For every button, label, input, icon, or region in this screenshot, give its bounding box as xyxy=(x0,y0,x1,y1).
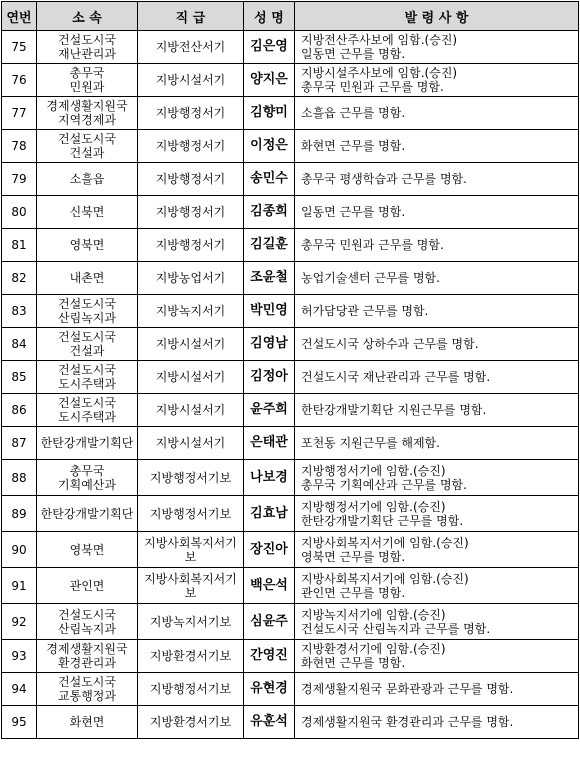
cell-name: 이정은 xyxy=(244,130,295,163)
cell-no: 76 xyxy=(2,64,37,97)
cell-rank: 지방녹지서기보 xyxy=(138,604,244,640)
cell-dept xyxy=(37,568,138,604)
order-line: 건설도시국 산림녹지과 근무를 명함. xyxy=(301,621,491,636)
table-row xyxy=(2,229,579,262)
cell-rank: 지방시설서기 xyxy=(138,361,244,394)
cell-order xyxy=(295,31,579,64)
order-line: 영북면 근무를 명함. xyxy=(301,549,406,564)
order-line: 지방행정서기에 임함.(승진) xyxy=(301,463,446,478)
cell-order xyxy=(295,328,579,361)
cell-order xyxy=(295,97,579,130)
table-row xyxy=(2,394,579,427)
dept-line: 소흘읍 xyxy=(69,172,105,186)
cell-rank: 지방시설서기 xyxy=(138,64,244,97)
cell-rank: 지방시설서기 xyxy=(138,427,244,460)
order-line: 총무국 평생학습과 근무를 명함. xyxy=(301,172,467,186)
cell-no: 89 xyxy=(2,496,37,532)
cell-dept xyxy=(37,262,138,295)
order-line: 일동면 근무를 명함. xyxy=(301,47,406,61)
cell-order xyxy=(295,130,579,163)
table-row xyxy=(2,706,579,739)
order-line: 지방시설주사보에 임함.(승진) xyxy=(301,66,458,80)
dept-line: 도시주택과 xyxy=(58,377,116,391)
order-line: 지방사회복지서기에 임함.(승진) xyxy=(301,535,469,550)
cell-name: 유현경 xyxy=(244,673,295,706)
header-rank: 직 급 xyxy=(138,2,244,31)
cell-order xyxy=(295,532,579,568)
order-line: 총무국 기획예산과 근무를 명함. xyxy=(301,477,467,492)
order-line: 총무국 민원과 근무를 명함. xyxy=(301,80,444,94)
cell-dept xyxy=(37,673,138,706)
table-row xyxy=(2,31,579,64)
cell-order xyxy=(295,394,579,427)
table-header-row xyxy=(2,2,579,31)
table-row xyxy=(2,64,579,97)
cell-rank: 지방행정서기 xyxy=(138,229,244,262)
cell-name: 김은영 xyxy=(244,31,295,64)
cell-name: 송민수 xyxy=(244,163,295,196)
cell-no: 88 xyxy=(2,460,37,496)
cell-dept xyxy=(37,496,138,532)
cell-no: 85 xyxy=(2,361,37,394)
cell-name: 김길훈 xyxy=(244,229,295,262)
dept-line: 건설도시국 xyxy=(58,132,116,146)
cell-order xyxy=(295,706,579,739)
cell-name: 김영남 xyxy=(244,328,295,361)
cell-rank: 지방농업서기 xyxy=(138,262,244,295)
dept-line: 내촌면 xyxy=(69,271,105,285)
cell-name: 조윤철 xyxy=(244,262,295,295)
dept-line: 건설도시국 xyxy=(58,330,116,344)
table-row xyxy=(2,97,579,130)
order-line: 경제생활지원국 환경관리과 근무를 명함. xyxy=(301,715,514,729)
cell-dept xyxy=(37,163,138,196)
table-row xyxy=(2,496,579,532)
cell-order xyxy=(295,568,579,604)
cell-dept xyxy=(37,640,138,673)
cell-no: 92 xyxy=(2,604,37,640)
cell-rank: 지방환경서기보 xyxy=(138,640,244,673)
cell-no: 79 xyxy=(2,163,37,196)
cell-order xyxy=(295,427,579,460)
dept-line: 경제생활지원국 xyxy=(46,642,128,656)
cell-no: 91 xyxy=(2,568,37,604)
cell-name: 박민영 xyxy=(244,295,295,328)
cell-no: 75 xyxy=(2,31,37,64)
header-no: 연번 xyxy=(2,2,37,31)
cell-rank: 지방전산서기 xyxy=(138,31,244,64)
order-line: 총무국 민원과 근무를 명함. xyxy=(301,238,444,252)
cell-dept xyxy=(37,196,138,229)
cell-dept xyxy=(37,604,138,640)
cell-order xyxy=(295,361,579,394)
dept-line: 건설도시국 xyxy=(58,33,116,47)
header-name: 성 명 xyxy=(244,2,295,31)
dept-line: 건설도시국 xyxy=(58,675,116,689)
dept-line: 산림녹지과 xyxy=(58,311,116,325)
cell-no: 90 xyxy=(2,532,37,568)
table-row xyxy=(2,262,579,295)
table-row xyxy=(2,568,579,604)
dept-line: 한탄강개발기획단 xyxy=(40,436,134,450)
table-row xyxy=(2,163,579,196)
header-dept: 소 속 xyxy=(37,2,138,31)
cell-no: 93 xyxy=(2,640,37,673)
cell-order xyxy=(295,64,579,97)
cell-name: 유훈석 xyxy=(244,706,295,739)
cell-name: 김효남 xyxy=(244,496,295,532)
cell-order xyxy=(295,196,579,229)
cell-dept xyxy=(37,31,138,64)
dept-line: 건설도시국 xyxy=(58,363,116,377)
cell-dept xyxy=(37,460,138,496)
dept-line: 화현면 xyxy=(69,715,105,729)
cell-name: 장진아 xyxy=(244,532,295,568)
dept-line: 총무국 xyxy=(69,66,105,80)
dept-line: 환경관리과 xyxy=(58,656,116,670)
dept-line: 기획예산과 xyxy=(58,477,116,492)
cell-no: 80 xyxy=(2,196,37,229)
dept-line: 관인면 xyxy=(69,578,105,593)
cell-order xyxy=(295,460,579,496)
cell-name: 윤주희 xyxy=(244,394,295,427)
cell-dept xyxy=(37,532,138,568)
cell-name: 백은석 xyxy=(244,568,295,604)
cell-dept xyxy=(37,229,138,262)
cell-no: 84 xyxy=(2,328,37,361)
cell-rank: 지방행정서기보 xyxy=(138,460,244,496)
cell-name: 김정아 xyxy=(244,361,295,394)
table-row xyxy=(2,532,579,568)
cell-name: 김종희 xyxy=(244,196,295,229)
order-line: 건설도시국 상하수과 근무를 명함. xyxy=(301,337,479,351)
cell-order xyxy=(295,229,579,262)
cell-no: 87 xyxy=(2,427,37,460)
cell-rank: 지방행정서기 xyxy=(138,97,244,130)
cell-rank: 지방환경서기보 xyxy=(138,706,244,739)
dept-line: 지역경제과 xyxy=(58,113,116,127)
cell-no: 81 xyxy=(2,229,37,262)
dept-line: 재난관리과 xyxy=(58,47,116,61)
personnel-order-table xyxy=(1,1,579,739)
cell-name: 은태관 xyxy=(244,427,295,460)
order-line: 지방녹지서기에 임함.(승진) xyxy=(301,607,446,622)
table-row xyxy=(2,427,579,460)
cell-dept xyxy=(37,706,138,739)
order-line: 한탄강개발기획단 근무를 명함. xyxy=(301,513,464,528)
dept-line: 건설과 xyxy=(69,344,105,358)
cell-no: 82 xyxy=(2,262,37,295)
order-line: 화현면 근무를 명함. xyxy=(301,656,406,670)
cell-rank: 지방시설서기 xyxy=(138,328,244,361)
table-row xyxy=(2,196,579,229)
order-line: 화현면 근무를 명함. xyxy=(301,139,406,153)
cell-name: 양지은 xyxy=(244,64,295,97)
dept-line: 영북면 xyxy=(69,238,105,252)
cell-dept xyxy=(37,361,138,394)
order-line: 경제생활지원국 문화관광과 근무를 명함. xyxy=(301,682,514,696)
table-row xyxy=(2,295,579,328)
cell-name: 심윤주 xyxy=(244,604,295,640)
cell-rank: 지방사회복지서기보 xyxy=(138,568,244,604)
dept-line: 민원과 xyxy=(69,80,105,94)
table-row xyxy=(2,640,579,673)
cell-order xyxy=(295,604,579,640)
cell-rank: 지방행정서기 xyxy=(138,196,244,229)
cell-dept xyxy=(37,130,138,163)
cell-dept xyxy=(37,394,138,427)
dept-line: 건설과 xyxy=(69,146,105,160)
order-line: 건설도시국 재난관리과 근무를 명함. xyxy=(301,370,491,384)
dept-line: 산림녹지과 xyxy=(58,621,116,636)
dept-line: 도시주택과 xyxy=(58,410,116,424)
cell-no: 83 xyxy=(2,295,37,328)
table-row xyxy=(2,673,579,706)
table-row xyxy=(2,130,579,163)
table-row xyxy=(2,460,579,496)
cell-name: 나보경 xyxy=(244,460,295,496)
order-line: 한탄강개발기획단 지원근무를 명함. xyxy=(301,403,487,417)
cell-rank: 지방시설서기 xyxy=(138,394,244,427)
header-order: 발 령 사 항 xyxy=(295,2,579,31)
cell-rank: 지방사회복지서기보 xyxy=(138,532,244,568)
order-line: 지방사회복지서기에 임함.(승진) xyxy=(301,571,469,586)
order-line: 일동면 근무를 명함. xyxy=(301,205,406,219)
cell-dept xyxy=(37,295,138,328)
dept-line: 한탄강개발기획단 xyxy=(40,506,134,521)
order-line: 관인면 근무를 명함. xyxy=(301,585,406,600)
order-line: 지방환경서기에 임함.(승진) xyxy=(301,642,446,656)
order-line: 포천동 지원근무를 해제함. xyxy=(301,436,440,450)
cell-dept xyxy=(37,328,138,361)
order-line: 소흘읍 근무를 명함. xyxy=(301,106,406,120)
cell-order xyxy=(295,673,579,706)
table-body xyxy=(2,31,579,739)
cell-rank: 지방행정서기 xyxy=(138,163,244,196)
dept-line: 건설도시국 xyxy=(58,297,116,311)
cell-no: 86 xyxy=(2,394,37,427)
cell-rank: 지방녹지서기 xyxy=(138,295,244,328)
dept-line: 신북면 xyxy=(69,205,105,219)
dept-line: 건설도시국 xyxy=(58,396,116,410)
cell-dept xyxy=(37,97,138,130)
cell-no: 78 xyxy=(2,130,37,163)
dept-line: 교통행정과 xyxy=(58,689,116,703)
cell-rank: 지방행정서기 xyxy=(138,130,244,163)
dept-line: 총무국 xyxy=(69,463,105,478)
table-row xyxy=(2,328,579,361)
table-row xyxy=(2,361,579,394)
cell-rank: 지방행정서기보 xyxy=(138,496,244,532)
order-line: 지방행정서기에 임함.(승진) xyxy=(301,499,446,514)
dept-line: 건설도시국 xyxy=(58,607,116,622)
cell-dept xyxy=(37,427,138,460)
cell-dept xyxy=(37,64,138,97)
order-line: 지방전산주사보에 임함.(승진) xyxy=(301,33,458,47)
table-row xyxy=(2,604,579,640)
cell-order xyxy=(295,295,579,328)
dept-line: 경제생활지원국 xyxy=(46,99,128,113)
cell-order xyxy=(295,640,579,673)
cell-name: 간영진 xyxy=(244,640,295,673)
cell-name: 김향미 xyxy=(244,97,295,130)
order-line: 농업기술센터 근무를 명함. xyxy=(301,271,440,285)
cell-order xyxy=(295,262,579,295)
cell-rank: 지방행정서기보 xyxy=(138,673,244,706)
order-line: 허가담당관 근무를 명함. xyxy=(301,304,429,318)
cell-order xyxy=(295,496,579,532)
cell-no: 94 xyxy=(2,673,37,706)
cell-no: 77 xyxy=(2,97,37,130)
dept-line: 영북면 xyxy=(69,542,105,557)
cell-order xyxy=(295,163,579,196)
cell-no: 95 xyxy=(2,706,37,739)
